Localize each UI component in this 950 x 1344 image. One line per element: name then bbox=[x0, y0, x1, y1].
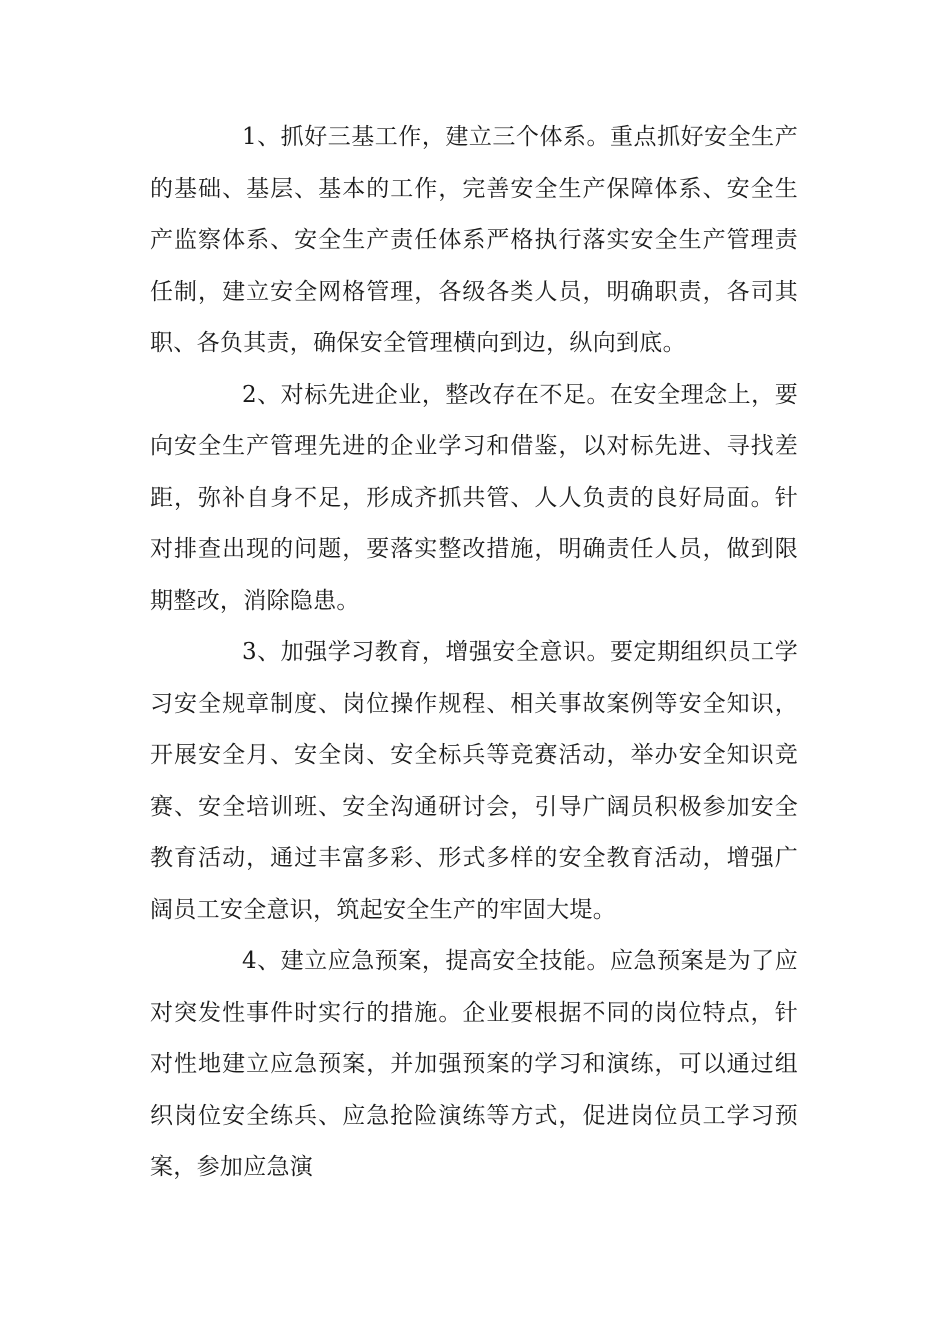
paragraph-2: 2、对标先进企业，整改存在不足。在安全理念上，要向安全生产管理先进的企业学习和借鉴，以对标先进、寻找差距，弥补自身不足，形成齐抓共管、人人负责的良好局面。针对排查出现的问题，要落实整改措施，明确责任人员，做到限期整改，消除隐患。 bbox=[150, 381, 798, 614]
paragraph-3: 3、加强学习教育，增强安全意识。要定期组织员工学习安全规章制度、岗位操作规程、相关事故案例等安全知识，开展安全月、安全岗、安全标兵等竞赛活动，举办安全知识竞赛、安全培训班、安全沟通研讨会，引导广阔员积极参加安全教育活动，通过丰富多彩、形式多样的安全教育活动，增强广阔员工安全意识，筑起安全生产的牢固大堤。 bbox=[150, 639, 798, 923]
paragraph-1: 1、抓好三基工作，建立三个体系。重点抓好安全生产的基础、基层、基本的工作，完善安全生产保障体系、安全生产监察体系、安全生产责任体系严格执行落实安全生产管理责任制，建立安全网格管理，各级各类人员，明确职责，各司其职、各负其责，确保安全管理横向到边，纵向到底。 bbox=[150, 124, 798, 356]
document-body bbox=[150, 112, 798, 1194]
paragraph-4: 4、建立应急预案，提高安全技能。应急预案是为了应对突发性事件时实行的措施。企业要根据不同的岗位特点，针对性地建立应急预案，并加强预案的学习和演练，可以通过组织岗位安全练兵、应急抢险演练等方式，促进岗位员工学习预案，参加应急演 bbox=[150, 948, 798, 1180]
